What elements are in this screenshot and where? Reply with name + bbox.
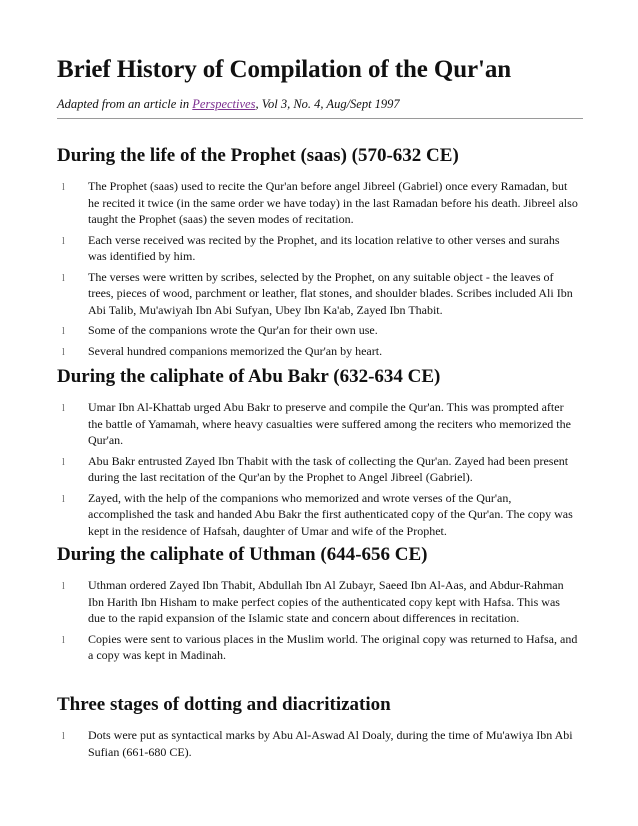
section-abu-bakr: [57, 364, 587, 543]
list-item-text: The Prophet (saas) used to recite the Qur'an before angel Jibreel (Gabriel) once every Ramadan, but he recited it twice (in the same order we have today) in the last Ramadan before his death. Jibreel also taught the Prophet (saas) the seven modes of recitation.: [88, 179, 578, 226]
section-dotting: [57, 692, 587, 764]
list-item-text: The verses were written by scribes, selected by the Prophet, on any suitable object - the leaves of trees, pieces of wood, parchment or leather, flat stones, and shoulder blades. Scribes included Ali Ibn Abi Talib, Mu'awiyah Ibn Abi Sufyan, Ubey Ibn Ka'ab, Zayed Ibn Thabit.: [88, 269, 573, 317]
list-item: [57, 631, 587, 664]
list-item: [57, 399, 587, 449]
bullet-list: [57, 399, 587, 539]
bullet-list: [57, 577, 587, 664]
list-item: [57, 269, 587, 319]
list-item: [57, 322, 587, 339]
section-heading: During the caliphate of Abu Bakr (632-634 CE): [57, 366, 441, 387]
list-item-text: Copies were sent to various places in the Muslim world. The original copy was returned to Hafsa, and a copy was kept in Madinah.: [88, 631, 578, 662]
list-item: [57, 178, 587, 228]
bullet-icon: l: [62, 581, 65, 592]
attribution-prefix: Adapted from an article in: [57, 97, 193, 111]
section-heading: Three stages of dotting and diacritization: [57, 694, 391, 715]
source-attribution: [57, 97, 400, 112]
list-item-text: Abu Bakr entrusted Zayed Ibn Thabit with the task of collecting the Qur'an. Zayed had been present during the last recitation of the Qur'an by the Prophet to Angel Jibreel (Gabriel).: [88, 453, 569, 484]
bullet-icon: l: [62, 634, 65, 646]
bullet-icon: l: [62, 403, 65, 414]
section-prophet-life: [57, 143, 587, 363]
list-item-text: Zayed, with the help of the companions who memorized and wrote verses of the Qur'an, accomplished the task and handed Abu Bakr the first authenticated copy of the Qur'an. The copy was kept in the residence of Hafsah, daughter of Umar and wife of the Prophet.: [88, 490, 573, 538]
bullet-list: [57, 727, 587, 760]
bullet-icon: l: [62, 272, 65, 284]
attribution-suffix: , Vol 3, No. 4, Aug/Sept 1997: [255, 97, 400, 111]
list-item: [57, 727, 587, 760]
list-item-text: Umar Ibn Al-Khattab urged Abu Bakr to preserve and compile the Qur'an. This was prompted after the battle of Yamamah, where heavy casualties were suffered among the reciters who memorized the Qur'an.: [88, 400, 571, 447]
list-item: [57, 343, 587, 360]
bullet-icon: l: [62, 456, 65, 468]
bullet-icon: l: [62, 326, 65, 337]
list-item: [57, 232, 587, 265]
title-divider: [57, 118, 583, 119]
perspectives-link[interactable]: Perspectives: [192, 97, 256, 111]
bullet-list: [57, 178, 587, 359]
bullet-icon: l: [62, 731, 65, 742]
page-title: Brief History of Compilation of the Qur'an: [57, 56, 512, 83]
list-item-text: Some of the companions wrote the Qur'an for their own use.: [88, 323, 378, 337]
list-item: [57, 453, 587, 486]
bullet-icon: l: [62, 235, 65, 247]
bullet-icon: l: [62, 346, 65, 358]
list-item-text: Uthman ordered Zayed Ibn Thabit, Abdullah Ibn Al Zubayr, Saeed Ibn Al-Aas, and Abdur-Rahman Ibn Harith Ibn Hisham to make perfect copies of the authenticated copy kept with Hafsa. This was due to the rapid expansion of the Islamic state and concern about differences in recitation.: [88, 578, 564, 625]
section-heading: During the life of the Prophet (saas) (570-632 CE): [57, 145, 459, 166]
bullet-icon: l: [62, 182, 65, 193]
list-item-text: Each verse received was recited by the Prophet, and its location relative to other verses and surahs was identified by him.: [88, 232, 560, 263]
list-item-text: Several hundred companions memorized the Qur'an by heart.: [88, 343, 383, 358]
list-item: [57, 577, 587, 627]
list-item-text: Dots were put as syntactical marks by Abu Al-Aswad Al Doaly, during the time of Mu'awiya Ibn Abi Sufian (661-680 CE).: [88, 728, 573, 759]
list-item: [57, 490, 587, 540]
bullet-icon: l: [62, 493, 65, 505]
section-heading: During the caliphate of Uthman (644-656 CE): [57, 544, 428, 565]
section-uthman: [57, 542, 587, 668]
